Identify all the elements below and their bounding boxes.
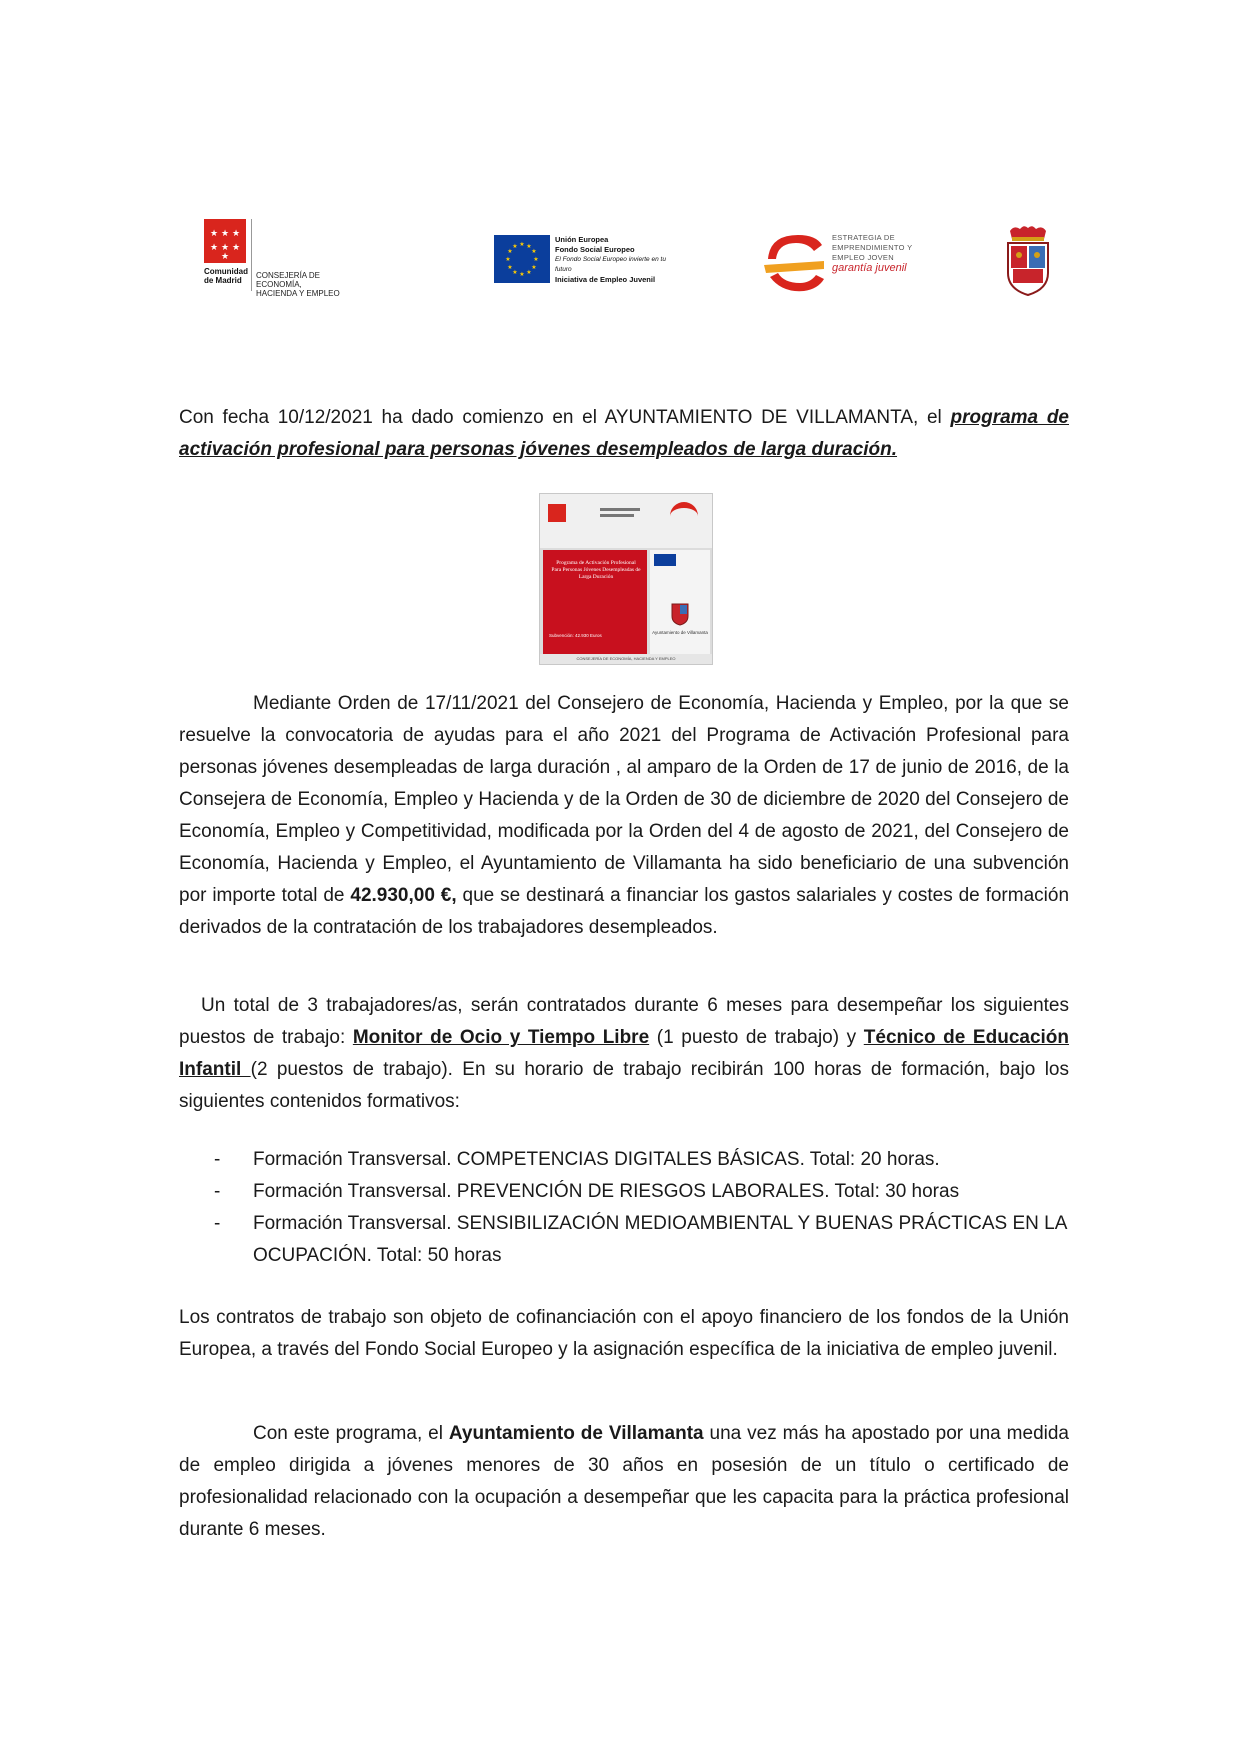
- svg-text:★: ★: [526, 243, 532, 250]
- eu-line2: Fondo Social Europeo: [555, 245, 635, 254]
- poster-eu-flag-icon: [654, 554, 676, 566]
- program-name-highlight: programa de activación profesional para personas jóvenes desempleados de larga duración.: [179, 407, 1069, 460]
- list-item-text: Formación Transversal. PREVENCIÓN DE RIESGOS LABORALES. Total: 30 horas: [253, 1181, 960, 1202]
- svg-text:★: ★: [505, 256, 511, 263]
- svg-text:★: ★: [526, 269, 532, 276]
- poster-madrid-flag-icon: [548, 504, 566, 522]
- intro-paragraph: [179, 402, 1069, 466]
- workers-text-end: (2 puestos de trabajo). En su horario de trabajo recibirán 100 horas de formación, bajo los siguientes contenidos formativos:: [179, 1059, 1069, 1112]
- list-item: [179, 1208, 1069, 1272]
- job-monitor: Monitor de Ocio y Tiempo Libre: [352, 1027, 650, 1048]
- order-paragraph: [179, 688, 1069, 944]
- svg-text:★: ★: [531, 264, 537, 271]
- eu-line3: El Fondo Social Europeo invierte en tu futuro: [555, 256, 666, 273]
- poster-side-panel: [650, 550, 710, 654]
- consejeria-line2: HACIENDA Y EMPLEO: [256, 289, 340, 298]
- coat-of-arms-icon: [1000, 225, 1056, 297]
- madrid-flag-icon: ★ ★ ★ ★ ★ ★ ★: [204, 219, 246, 263]
- gj-line3: EMPLEO JOVEN: [832, 253, 894, 262]
- training-list: [179, 1144, 1069, 1272]
- consejeria-name: [256, 271, 364, 298]
- eu-line1: Unión Europea: [555, 235, 609, 244]
- svg-text:★: ★: [533, 256, 539, 263]
- madrid-name-line2: de Madrid: [204, 276, 242, 285]
- gj-line1: ESTRATEGIA DE: [832, 233, 895, 242]
- list-item-text: Formación Transversal. COMPETENCIAS DIGITALES BÁSICAS. Total: 20 horas.: [253, 1149, 940, 1170]
- poster-title: Programa de Activación Profesional Para Personas Jóvenes Desempleadas de Larga Duración: [551, 560, 641, 580]
- order-text: Mediante Orden de 17/11/2021 del Consejero de Economía, Hacienda y Empleo, por la que se resuelve la convocatoria de ayudas para el año 2021 del Programa de Activación Profesional para personas jóvenes desempleadas de larga duración , al amparo de la Orden de 17 de junio de 2016, de la Consejera de Economía, Empleo y Hacienda y de la Orden de 30 de diciembre de 2020 del Consejero de Economía, Empleo y Competitividad, modificada por la Orden del 4 de agosto de 2021, del Consejero de Economía, Hacienda y Empleo, el Ayuntamiento de Villamanta ha sido beneficiario de una subvención por importe total de: [179, 693, 1069, 906]
- svg-text:★: ★: [507, 264, 513, 271]
- svg-text:★: ★: [512, 243, 518, 250]
- workers-paragraph: [179, 990, 1069, 1118]
- logo-divider: [251, 219, 252, 291]
- eu-text: [555, 235, 684, 285]
- list-item: [179, 1144, 1069, 1176]
- consejeria-line1: CONSEJERÍA DE ECONOMÍA,: [256, 271, 321, 289]
- closing-paragraph: [179, 1418, 1069, 1546]
- poster-shield-icon: [670, 600, 690, 626]
- poster-beneficiary: Ayuntamiento de Villamanta: [652, 630, 708, 635]
- poster-footer: CONSEJERÍA DE ECONOMÍA, HACIENDA Y EMPLEO: [540, 654, 712, 664]
- poster-header: [540, 494, 712, 548]
- eu-line4: Iniciativa de Empleo Juvenil: [555, 275, 656, 284]
- intro-text: Con fecha 10/12/2021 ha dado comienzo en el AYUNTAMIENTO DE VILLAMANTA, el: [179, 407, 951, 428]
- order-text-end: que se destinará a financiar los gastos salariales y costes de formación derivados de la contratación de los trabajadores desempleados.: [179, 885, 1070, 938]
- list-item: [179, 1176, 1069, 1208]
- list-item-text: Formación Transversal. SENSIBILIZACIÓN MEDIOAMBIENTAL Y BUENAS PRÁCTICAS EN LA OCUPACIÓN. Total: 50 horas: [253, 1213, 1067, 1266]
- poster-red-panel: [543, 550, 647, 654]
- madrid-name: [204, 267, 248, 285]
- list-dash: -: [214, 1181, 221, 1202]
- list-dash: -: [214, 1149, 221, 1170]
- garantia-juvenil-logo: [760, 229, 930, 299]
- closing-text: Con este programa, el: [253, 1423, 449, 1444]
- program-poster-photo: [539, 493, 713, 665]
- ayuntamiento-name: Ayuntamiento de Villamanta: [448, 1423, 704, 1444]
- svg-text:★: ★: [531, 248, 537, 255]
- job-tecnico: Técnico de Educación Infantil: [179, 1027, 1070, 1080]
- villamanta-shield-logo: [1000, 225, 1056, 297]
- garantia-juvenil-icon: [760, 229, 830, 297]
- svg-text:★: ★: [519, 271, 525, 278]
- svg-text:★: ★: [512, 269, 518, 276]
- gj-brand: garantía juvenil: [832, 262, 907, 274]
- comunidad-madrid-logo: [204, 215, 364, 298]
- eu-flag-icon: [494, 235, 550, 283]
- gj-line2: EMPRENDIMIENTO Y: [832, 243, 913, 252]
- closing-text-end: una vez más ha apostado por una medida de empleo dirigida a jóvenes menores de 30 años en posesión de un título o certificado de profesionalidad relacionado con la ocupación a desempeñar que les capacita para la práctica profesional durante 6 meses.: [179, 1423, 1070, 1540]
- poster-subsidy: Subvención: 42.930 Euros: [549, 633, 602, 638]
- list-dash: -: [214, 1213, 221, 1234]
- madrid-name-line1: Comunidad: [204, 267, 248, 276]
- subsidy-amount: 42.930,00 €,: [350, 885, 457, 906]
- workers-text: Un total de 3 trabajadores/as, serán contratados durante 6 meses para desempeñar los siguientes puestos de trabajo:: [179, 995, 1069, 1048]
- header-logos: [0, 215, 1240, 305]
- union-europea-logo: [494, 235, 684, 285]
- garantia-juvenil-text: [832, 233, 912, 273]
- svg-text:★: ★: [519, 241, 525, 248]
- job-monitor-count: (1 puesto de trabajo) y: [649, 1027, 864, 1048]
- cofinancing-paragraph: Los contratos de trabajo son objeto de cofinanciación con el apoyo financiero de los fondos de la Unión Europea, a través del Fondo Social Europeo y la asignación específica de la iniciativa de empleo juvenil.: [179, 1307, 1069, 1360]
- svg-text:★: ★: [507, 248, 513, 255]
